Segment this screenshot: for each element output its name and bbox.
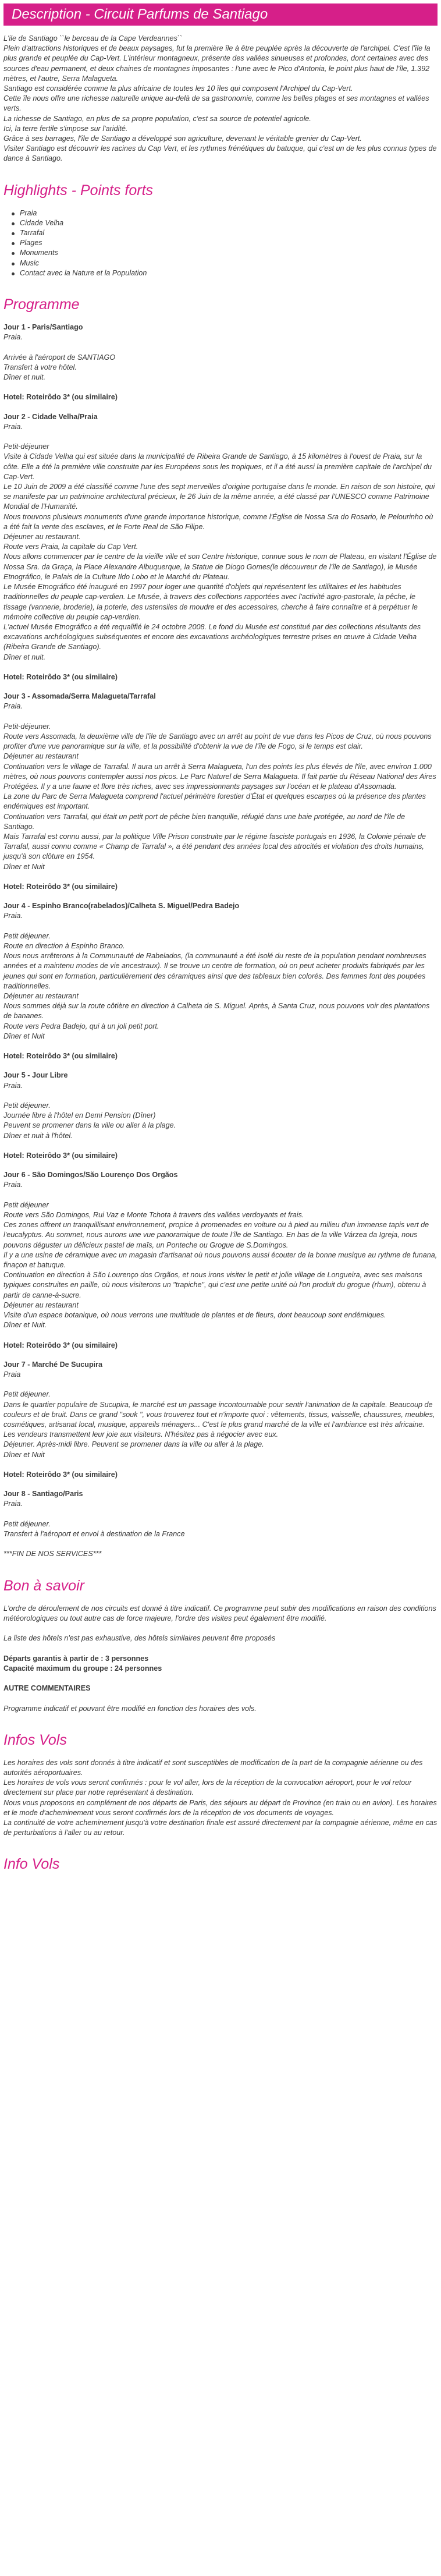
day-text: Mais Tarrafal est connu aussi, par la politique Ville Prison construite par le régime fasciste portugais en 1936, la Colonie pénale de Tarrafal, aussi connu comme « Champ de Tarrafal », a été pendant des années local des atrocités et violation des droits humains, jusqu'à son clôture en 1954. [3, 832, 426, 861]
description-title-bar [3, 3, 438, 26]
day-text: Route vers Assomada, la deuxième ville de l'île de Santiago avec un arrêt au point de vue dans les Picos de Cruz, où nous pouvons profiter d'une vue panoramique sur la ville, et la possibilité d'obtenir la vue de l'île de Fogo, si le temps est clair. [3, 732, 432, 751]
day-hotel: Hotel: Roteirôdo 3* (ou similaire) [3, 672, 118, 681]
day-text: Dîner et Nuit [3, 862, 45, 871]
day-location: Praia. [3, 1081, 23, 1090]
day-location: Praia. [3, 422, 23, 431]
description-title: Description - Circuit Parfums de Santiago [12, 6, 268, 22]
day-text: Ces zones offrent un tranquillisant environnement, propice à promenades en voiture ou à pied au milieu d'un immense tapis vert de l'eucalyptus. Au sommet, nous aurons une vue panoramique de toute l'île de Santiago. En bas de la ville Várzea da Igreja, nous pouvons déguster un délicieux pastel de maïs, un Ponteche ou Grogue de S.Domingos. [3, 1221, 429, 1249]
description-paragraph: La richesse de Santiago, en plus de sa propre population, c'est sa source de potentiel agricole. [3, 114, 311, 123]
infos-vols-paragraph: La continuité de votre acheminement jusqu'à votre destination finale est assuré directement par la compagnie aérienne, même en cas de perturbations à l'aller ou au retour. [3, 1818, 438, 1837]
description-paragraph: Cette île nous offre une richesse naturelle unique au-delà de sa gastronomie, comme les belles plages et ses montagnes et vallées verts. [3, 94, 429, 113]
day-text: Dîner et nuit. [3, 373, 46, 382]
day-title: Jour 3 - Assomada/Serra Malagueta/Tarrafal [3, 692, 156, 701]
programme-day [3, 1489, 438, 1559]
info-vols-title-repeat: Info Vols [3, 1856, 60, 1873]
bon-a-savoir-paragraph: L'ordre de déroulement de nos circuits est donné à titre indicatif. Ce programme peut subir des modifications en raison des conditions météorologiques ou tout autre cas de force majeure, l'ordre des visites peut également être modifié. [3, 1604, 436, 1622]
day-text: Déjeuner au restaurant [3, 1301, 79, 1309]
day-hotel: Hotel: Roteirôdo 3* (ou similaire) [3, 1151, 118, 1160]
programme-day [3, 901, 438, 1061]
highlight-item: Contact avec la Nature et la Population [12, 268, 438, 278]
infos-vols-section [3, 1758, 438, 1838]
highlight-item: Tarrafal [12, 228, 438, 238]
programme-title: Programme [3, 296, 80, 313]
description-paragraph: Santiago est considérée comme la plus africaine de toutes les 10 îles qui composent l'Archipel du Cap-Vert. [3, 84, 353, 93]
bon-a-savoir-paragraph: La liste des hôtels n'est pas exhaustive, des hôtels similaires peuvent être proposés [3, 1634, 276, 1643]
bon-a-savoir-title: Bon à savoir [3, 1577, 84, 1594]
day-text: Route vers Praia, la capitale du Cap Vert. [3, 543, 138, 551]
day-text: Le 10 Juin de 2009 a été classifié comme l'une des sept merveilles d'origine portugaise dans le monde. En raison de son histoire, qui se manifeste par un patrimoine architectural précieux, le 26 Juin de la même année, a été classé par l'UNESCO comme Patrimoine Mondial de l'Humanité. [3, 483, 435, 511]
day-text: Nous nous arrêterons à la Communauté de Rabelados, (la communauté a été isolé du reste de la population pendant nombreuses années et a maintenu modes de vie ancestraux). Il se trouve un centre de formation, où on peut acheter produits fabriqués par les jeunes qui sont en formation, particulièrement des céramiques ainsi que des tableaux bien colorés. Des femmes font des poupées traditionnelles. [3, 952, 426, 990]
programme-days [3, 323, 438, 1560]
description-paragraph: L'ile de Santiago ``le berceau de la Cape Verdeannes`` [3, 34, 183, 42]
day-text: Continuation vers Tarrafal, qui était un petit port de pêche bien tranquille, réfugié dans une baie protégée, au nord de l'île de Santiago. [3, 812, 406, 831]
day-text: Continuation vers le village de Tarrafal. Il aura un arrêt à Serra Malagueta, l'un des points les plus élevés de l'île, avec environ 1.000 mètres, où nous pouvons contempler aussi nos picos. Le Parc Naturel de Serra Malagueta. Il fait partie du Réseau National des Aires Protégées. Il y a une faune et flore très riches, avec ses impressionnants paysages sur l'océan et le plateau d'Assomada. [3, 762, 436, 791]
description-paragraph: Ici, la terre fertile s'impose sur l'aridité. [3, 124, 128, 133]
capacity-info: Capacité maximum du groupe : 24 personnes [3, 1664, 162, 1673]
day-text: Visite à Cidade Velha qui est située dans la municipalité de Ribeira Grande de Santiago, à 15 kilomètres à l'ouest de Praia, sur la côte. Elle a été la première ville construite par les Européens sous les tropiques, et il a été aussi la première capitale de l'archipel du Cap-Vert. [3, 452, 432, 481]
day-location: Praia. [3, 1181, 23, 1189]
day-text: Arrivée à l'aéroport de SANTIAGO [3, 353, 116, 362]
day-hotel: Hotel: Roteirôdo 3* (ou similaire) [3, 393, 118, 402]
programme-day [3, 1071, 438, 1161]
day-text: Nous allons commencer par le centre de la vieille ville et son Centre historique, connue sous le nom de Plateau, en visitant l'Église de Nossa Sra. da Graça, la Place Alexandre Albuquerque, la Statue de Diogo Gomes(le découvreur de l'île de Santiago), le Musée Etnográfico, le Palais de la Culture Ildo Lobo et le Marché du Plateau. [3, 552, 437, 581]
programme-day [3, 323, 438, 403]
day-location: Praia. [3, 333, 23, 342]
day-title: Jour 1 - Paris/Santiago [3, 323, 83, 332]
day-hotel: Hotel: Roteirôdo 3* (ou similaire) [3, 1470, 118, 1479]
day-text: L'actuel Musée Etnográfico a été requalifié le 24 octobre 2008. Le fond du Musée est constitué par des collections résultants des excavations archéologiques subséquentes et encore des excavations archéologiques terrestre prises en œuvre à Cidade Velha (Ribeira Grande de Santiago). [3, 622, 421, 651]
day-hotel: Hotel: Roteirôdo 3* (ou similaire) [3, 1341, 118, 1349]
day-title: Jour 4 - Espinho Branco(rabelados)/Calheta S. Miguel/Pedra Badejo [3, 902, 240, 910]
programme-day [3, 412, 438, 682]
day-hotel: Hotel: Roteirôdo 3* (ou similaire) [3, 1052, 118, 1061]
day-text: Dîner et nuit. [3, 653, 46, 661]
highlights-list [3, 208, 438, 278]
day-text: La zone du Parc de Serra Malagueta comprend l'actuel périmètre forestier d'État et quelques escarpes où la présence des plantes endémiques est important. [3, 792, 426, 811]
day-text: Petit déjeuner. [3, 1390, 51, 1399]
day-hotel: Hotel: Roteirôdo 3* (ou similaire) [3, 882, 118, 891]
day-text: Dîner et Nuit [3, 1032, 45, 1040]
highlight-item: Praia [12, 208, 438, 218]
day-text: Petit-déjeuner [3, 442, 49, 451]
programme-day [3, 1170, 438, 1351]
day-text: Déjeuner au restaurant [3, 991, 79, 1000]
day-title: Jour 6 - São Domingos/São Lourenço Dos Orgãos [3, 1171, 178, 1179]
day-text: Petit déjeuner. [3, 1519, 51, 1528]
day-title: Jour 2 - Cidade Velha/Praia [3, 412, 98, 421]
highlight-item: Music [12, 258, 438, 268]
day-text: Dans le quartier populaire de Sucupira, le marché est un passage incontournable pour sentir l'animation de la capitale. Beaucoup de couleurs et de bruit. Dans ce grand "souk ", vous trouverez tout et n'importe quoi : vêtements, tissus, vaisselle, chaussures, meubles, cosmétiques, artisanat local, musique, appareils ménagers... C'est le plus grand marché de la ville et l'ambiance est très africaine. Les vendeurs transmettent leur joie aux visiteurs. N'hésitez pas à négocier avec eux. [3, 1400, 435, 1439]
day-text: Déjeuner au restaurant. [3, 533, 81, 541]
day-text: Il y a une usine de céramique avec un magasin d'artisanat où nous pouvons aussi écouter de la bonne musique au rythme de funana, finaçon et batuque. [3, 1250, 438, 1269]
day-title: Jour 7 - Marché De Sucupira [3, 1360, 103, 1369]
day-text: Dîner et nuit à l'hôtel. [3, 1131, 73, 1140]
description-paragraph: Plein d'attractions historiques et de beaux paysages, fut la première île à être peuplée après la découverte de l'archipel. C'est l'île la plus grande et peuplée du Cap-Vert. L'intérieur montagneux, présente des vallées sinueuses et profondes, dont certaines avec des sources d'eau permanent, et deux chaines de montagnes imposantes : l'une avec le Pico d'Antonia, le point plus haut de l'île, 1.392 mètres, et l'autre, Serra Malagueta. [3, 44, 431, 83]
programme-day [3, 692, 438, 892]
day-text: Dîner et Nuit. [3, 1321, 47, 1330]
day-text: Le Musée Etnográfico été inauguré en 1997 pour loger une quantité d'objets qui représentent les utilitaires et les habitudes traditionnelles du peuple cap-verdien. Le Musée, à travers des collections rapportées avec l'activité agro-pastorale, la pêche, le tissage (vannerie, broderie), la poterie, des ustensiles de moudre et des accessoires, cherche à faire connaître et à perpétuer le mémoire collective du peuple cap-verdien. [3, 583, 418, 621]
description-paragraph: Grâce à ses barrages, l'île de Santiago a développé son agriculture, devenant le véritable grenier du Cap-Vert. [3, 134, 362, 143]
infos-vols-paragraph: Les horaires de vols vous seront confirmés : pour le vol aller, lors de la réception de la convocation aéroport, pour le vol retour directement sur place par notre représentant à destination. [3, 1778, 412, 1797]
departures-info: Départs garantis à partir de : 3 personnes [3, 1654, 149, 1663]
day-location: Praia. [3, 702, 23, 711]
comments-title: AUTRE COMMENTAIRES [3, 1684, 91, 1693]
programme-day [3, 1360, 438, 1480]
day-text: Dîner et Nuit [3, 1450, 45, 1459]
day-text: Continuation en direction à São Lourenço dos Orgãos, et nous irons visiter le petit et jolie village de Longueira, avec ses maisons typiques construites en paille, où nous visiterons un "trapiche", qui c'est une petite unité où l'on produit du grogue (rhum), obtenu à partir de canne-à-sucre. [3, 1271, 426, 1299]
highlight-item: Monuments [12, 248, 438, 258]
day-text: Route vers Pedra Badejo, qui à un joli petit port. [3, 1022, 159, 1030]
day-text: Déjeuner. Après-midi libre. Peuvent se promener dans la ville ou aller à la plage. [3, 1440, 264, 1449]
day-text: Nous trouvons plusieurs monuments d'une grande importance historique, comme l'Église de Nossa Sra do Rosario, le Pelourinho où a été fait la vente des esclaves, et le Forte Real de São Filipe. [3, 512, 433, 531]
day-text: Petit déjeuner. [3, 1101, 51, 1110]
day-text: Déjeuner au restaurant [3, 752, 79, 761]
bon-a-savoir-section [3, 1604, 438, 1714]
infos-vols-title: Infos Vols [3, 1731, 67, 1748]
infos-vols-paragraph: Les horaires des vols sont donnés à titre indicatif et sont susceptibles de modification de la part de la compagnie aérienne ou des autorités aéroportuaires. [3, 1758, 423, 1777]
day-text: Journée libre à l'hôtel en Demi Pension (Dîner) [3, 1111, 156, 1120]
day-text: Petit-déjeuner. [3, 722, 51, 731]
day-location: Praia. [3, 1500, 23, 1508]
day-title: Jour 8 - Santiago/Paris [3, 1490, 83, 1498]
day-text: Route vers São Domingos, Rui Vaz e Monte Tchota à travers des vallées verdoyants et frais. [3, 1210, 304, 1219]
day-location: Praia [3, 1370, 21, 1379]
comments-text: Programme indicatif et pouvant être modifié en fonction des horaires des vols. [3, 1704, 257, 1713]
day-text: Peuvent se promener dans la ville ou aller à la plage. [3, 1121, 176, 1130]
day-text: Nous sommes déjà sur la route côtière en direction à Calheta de S. Miguel. Après, à Santa Cruz, nous pouvons voir des plantations de bananes. [3, 1002, 430, 1021]
day-text: Visite d'un espace botanique, où nous verrons une multitude de plantes et de fleurs, dont beaucoup sont endémiques. [3, 1310, 386, 1319]
highlights-title: Highlights - Points forts [3, 182, 154, 199]
description-section [3, 34, 438, 164]
highlight-item: Cidade Velha [12, 218, 438, 228]
day-text: Transfert à l'aéroport et envol à destination de la France [3, 1529, 185, 1538]
day-text: Petit déjeuner. [3, 931, 51, 940]
infos-vols-paragraph: Nous vous proposons en complément de nos départs de Paris, des séjours au départ de Province (en train ou en avion). Les horaires et le mode d'acheminement vous seront confirmés lors de la réception de vos documents de voyages. [3, 1798, 437, 1817]
highlight-item: Plages [12, 238, 438, 248]
day-text: Transfert à votre hôtel. [3, 363, 77, 371]
day-title: Jour 5 - Jour Libre [3, 1071, 68, 1080]
description-paragraph: Visiter Santiago est découvrir les racines du Cap Vert, et les rythmes frénétiques du batuque, qui c'est un de les plus connus types de dance à Santiago. [3, 144, 437, 163]
day-text: Petit déjeuner [3, 1200, 49, 1209]
day-location: Praia. [3, 912, 23, 920]
day-text: Route en direction à Espinho Branco. [3, 941, 125, 950]
day-hotel: ***FIN DE NOS SERVICES*** [3, 1550, 102, 1558]
